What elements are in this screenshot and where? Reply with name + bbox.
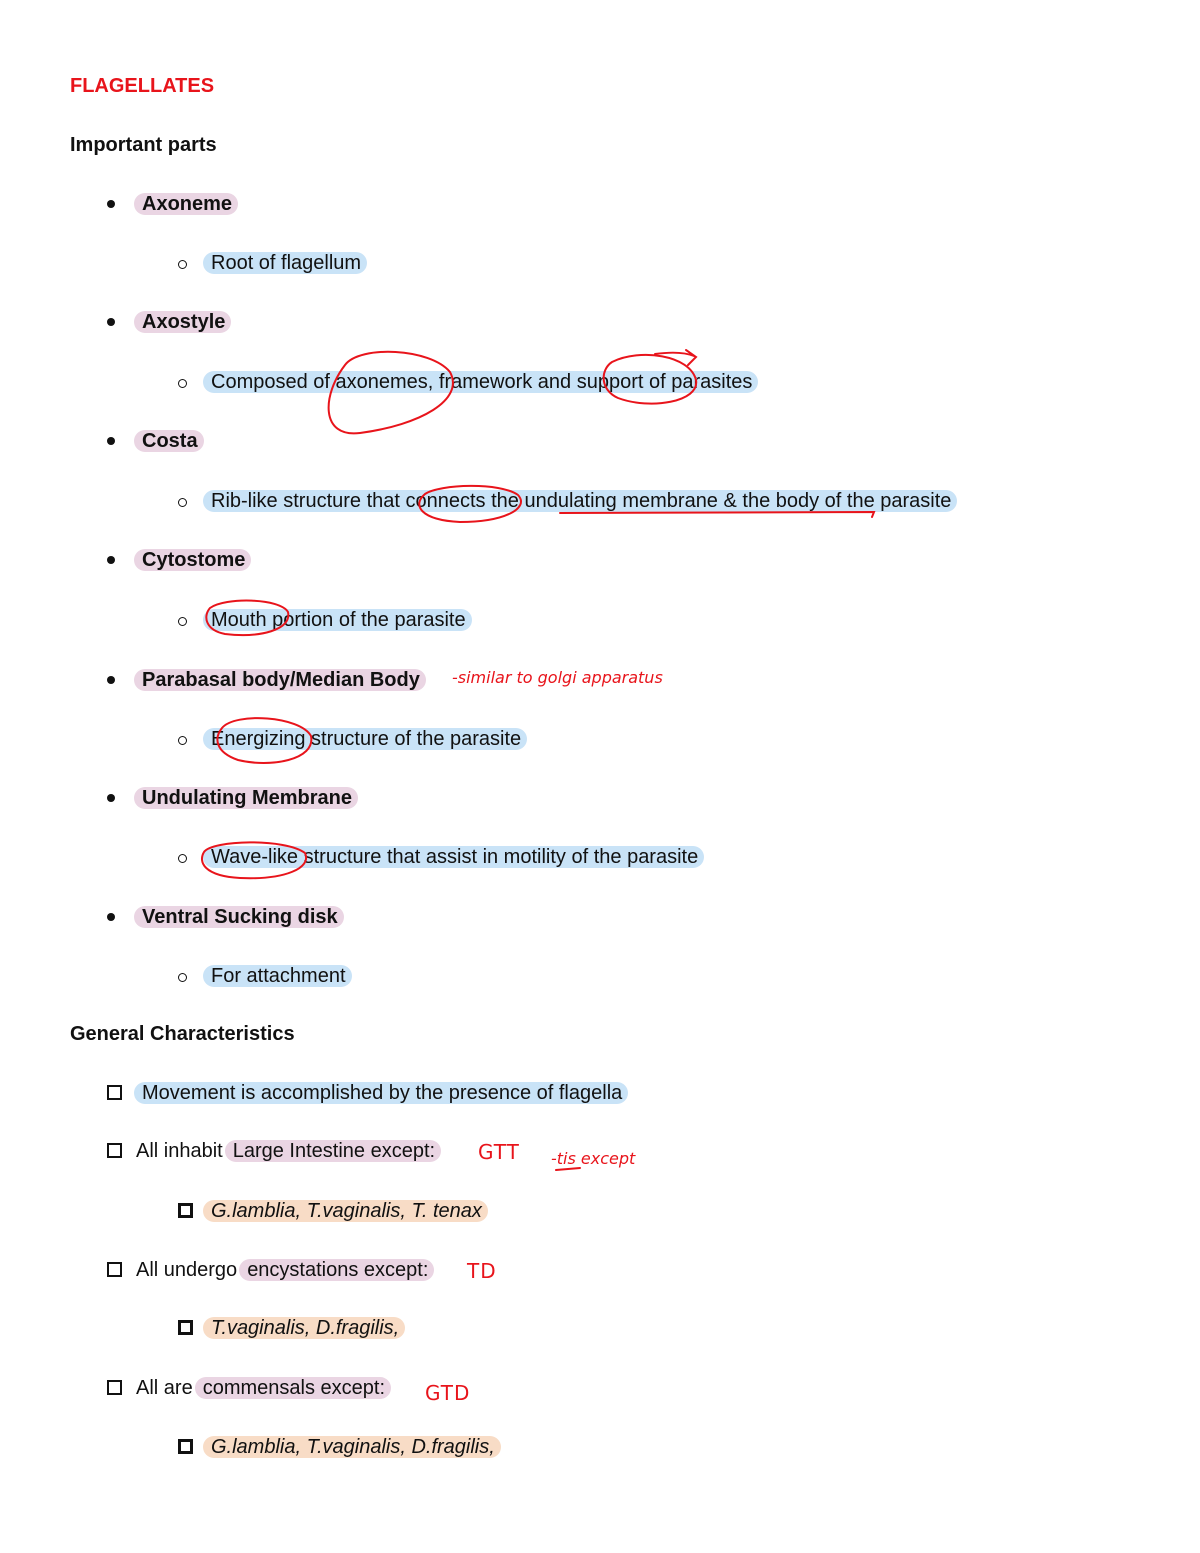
handwritten-note-gtd: GTD: [425, 1381, 471, 1405]
characteristic-movement: [134, 1080, 628, 1106]
species-list-encystation: [203, 1315, 405, 1341]
handwritten-note-gtt: GTT: [478, 1140, 520, 1164]
term-text: Axostyle: [134, 311, 231, 333]
arrow-support: [655, 350, 696, 365]
desc-cytostome: [203, 607, 472, 633]
bullet-dot-icon: [107, 318, 115, 326]
bullet-dot-icon: [107, 556, 115, 564]
desc-text: Root of flagellum: [203, 252, 367, 274]
term-text: Undulating Membrane: [134, 787, 358, 809]
characteristic-highlight: encystations except:: [239, 1259, 434, 1281]
desc-text: Composed of axonemes, framework and support of parasites: [203, 371, 758, 393]
characteristic-highlight: commensals except:: [195, 1377, 391, 1399]
bullet-dot-icon: [107, 794, 115, 802]
section-heading-general-characteristics: General Characteristics: [70, 1023, 295, 1045]
bullet-circle-icon: [178, 736, 187, 745]
section-heading-important-parts: Important parts: [70, 134, 217, 156]
checkbox-icon: [107, 1262, 122, 1277]
desc-text: Wave-like structure that assist in motility of the parasite: [203, 846, 704, 868]
term-text: Parabasal body/Median Body: [134, 669, 426, 691]
underline-tis: [556, 1168, 580, 1170]
bullet-circle-icon: [178, 854, 187, 863]
desc-text: Mouth portion of the parasite: [203, 609, 472, 631]
desc-costa: [203, 488, 957, 514]
desc-axostyle: [203, 369, 758, 395]
checkbox-icon: [178, 1203, 193, 1218]
term-axostyle: [134, 309, 231, 335]
term-ventral-sucking-disk: [134, 904, 344, 930]
desc-text: Rib-like structure that connects the undulating membrane & the body of the parasite: [203, 490, 957, 512]
handwritten-note-parabasal: -similar to golgi apparatus: [452, 668, 663, 687]
term-undulating-membrane: [134, 785, 358, 811]
checkbox-icon: [178, 1439, 193, 1454]
species-list-commensals: [203, 1434, 501, 1460]
term-text: Cytostome: [134, 549, 251, 571]
bullet-circle-icon: [178, 617, 187, 626]
term-costa: [134, 428, 204, 454]
term-axoneme: [134, 191, 238, 217]
characteristic-prefix: All are: [136, 1377, 193, 1399]
checkbox-icon: [107, 1143, 122, 1158]
species-text: G.lamblia, T.vaginalis, T. tenax: [203, 1200, 488, 1222]
handwritten-note-td: TD: [467, 1259, 497, 1283]
desc-parabasal-body: [203, 726, 527, 752]
desc-text: Energizing structure of the parasite: [203, 728, 527, 750]
term-parabasal-body: [134, 667, 426, 693]
bullet-dot-icon: [107, 913, 115, 921]
term-text: Ventral Sucking disk: [134, 906, 344, 928]
characteristic-text: Movement is accomplished by the presence of flagella: [134, 1082, 628, 1104]
bullet-circle-icon: [178, 973, 187, 982]
species-list-large-intestine: [203, 1198, 488, 1224]
checkbox-icon: [178, 1320, 193, 1335]
handwritten-note-tis-except: -tis except: [551, 1149, 636, 1168]
term-cytostome: [134, 547, 251, 573]
document-title: FLAGELLATES: [70, 75, 215, 97]
desc-axoneme: [203, 250, 367, 276]
bullet-dot-icon: [107, 676, 115, 684]
desc-undulating-membrane: [203, 844, 704, 870]
bullet-circle-icon: [178, 379, 187, 388]
bullet-dot-icon: [107, 200, 115, 208]
term-text: Costa: [134, 430, 204, 452]
characteristic-commensals: [134, 1375, 391, 1401]
characteristic-encystation: [134, 1257, 434, 1283]
characteristic-large-intestine: [134, 1138, 441, 1164]
checkbox-icon: [107, 1085, 122, 1100]
characteristic-prefix: All inhabit: [136, 1140, 223, 1162]
desc-ventral-sucking-disk: [203, 963, 352, 989]
species-text: T.vaginalis, D.fragilis,: [203, 1317, 405, 1339]
characteristic-prefix: All undergo: [136, 1259, 238, 1281]
checkbox-icon: [107, 1380, 122, 1395]
bullet-circle-icon: [178, 498, 187, 507]
bullet-dot-icon: [107, 437, 115, 445]
term-text: Axoneme: [134, 193, 238, 215]
bullet-circle-icon: [178, 260, 187, 269]
species-text: G.lamblia, T.vaginalis, D.fragilis,: [203, 1436, 501, 1458]
desc-text: For attachment: [203, 965, 352, 987]
characteristic-highlight: Large Intestine except:: [225, 1140, 441, 1162]
